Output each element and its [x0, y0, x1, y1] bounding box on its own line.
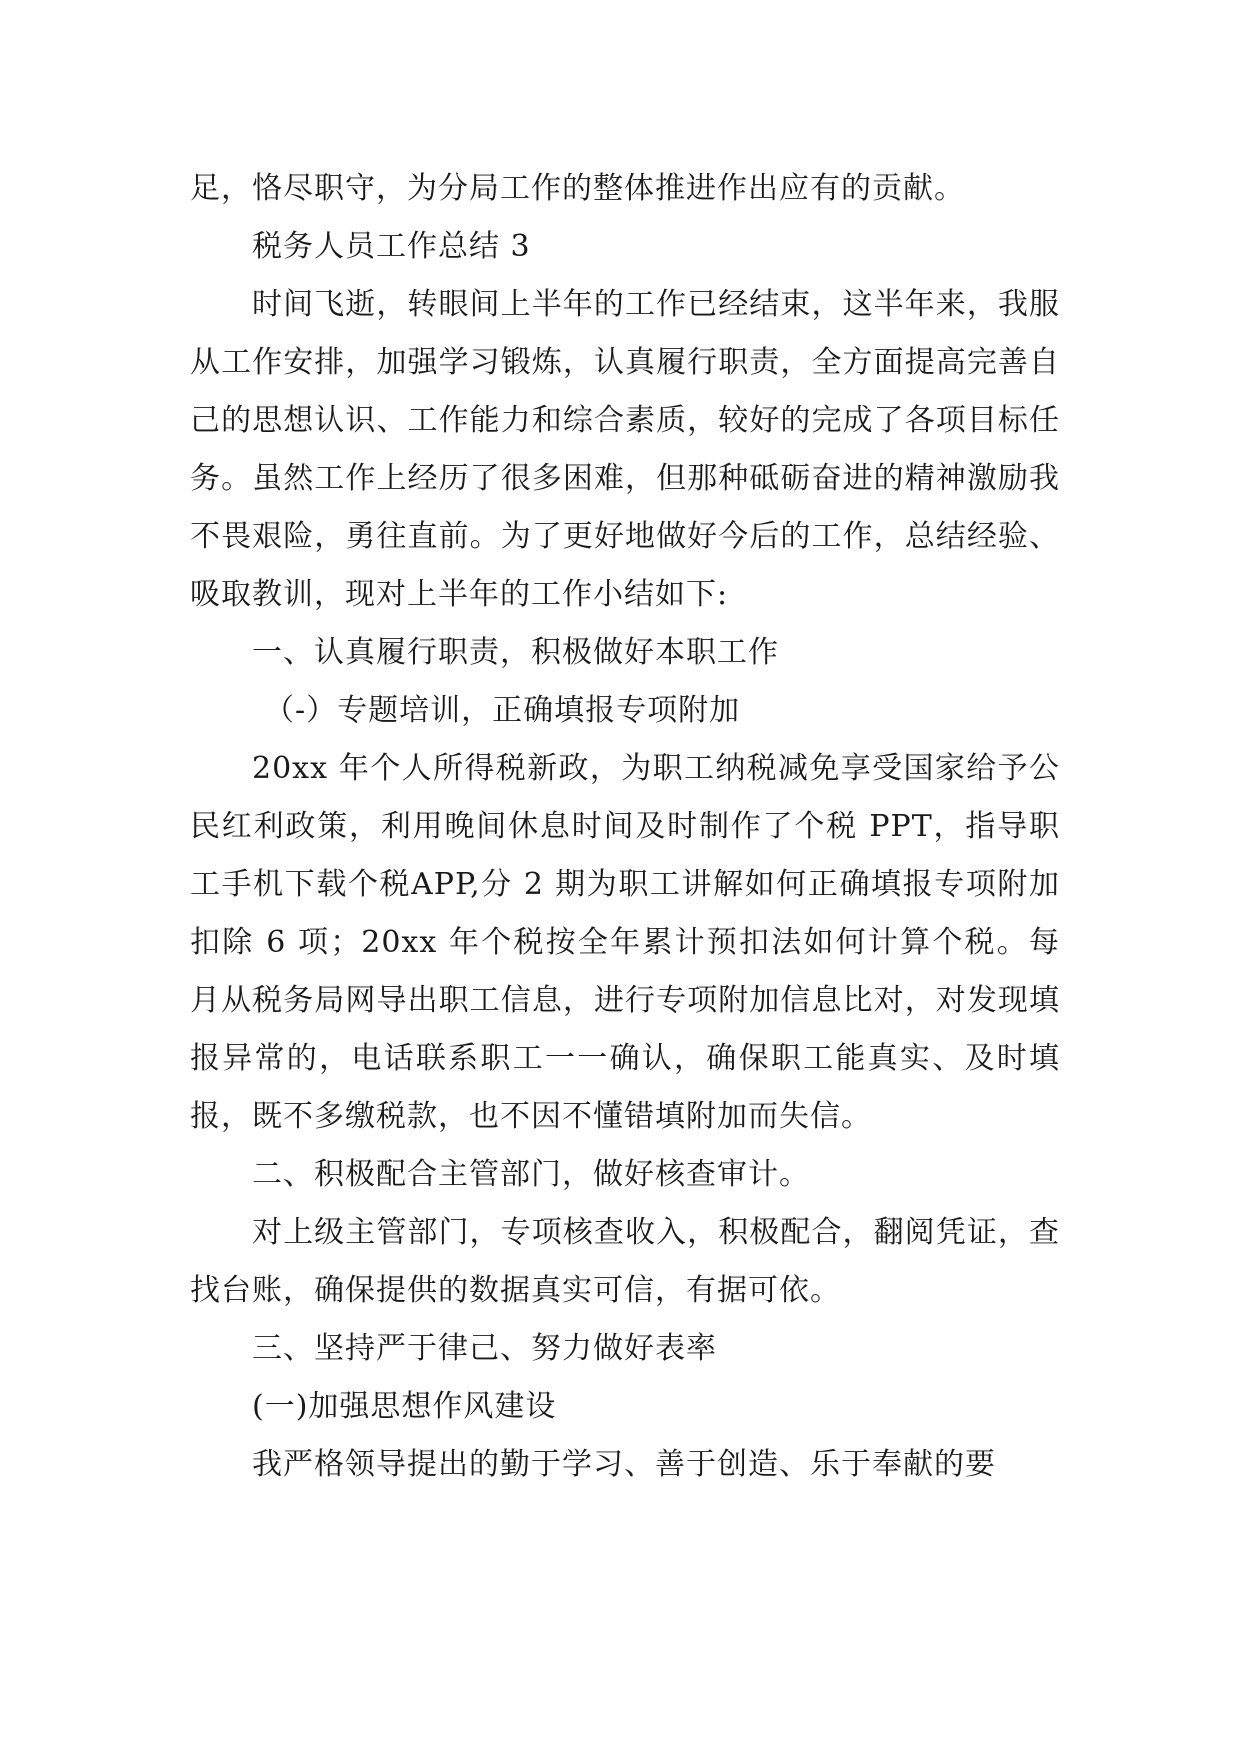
- paragraph-ideology: 我严格领导提出的勤于学习、善于创造、乐于奉献的要: [252, 1447, 996, 1482]
- document-body: [190, 160, 1060, 1494]
- section-title: 税务人员工作总结 3: [252, 229, 531, 264]
- paragraph-continuation: 足，恪尽职守，为分局工作的整体推进作出应有的贡献。: [190, 171, 965, 206]
- heading-section-2: 二、积极配合主管部门，做好核查审计。: [252, 1157, 810, 1192]
- paragraph-audit: 对上级主管部门，专项核查收入，积极配合，翻阅凭证，查找台账，确保提供的数据真实可信，有据可依。: [190, 1215, 1060, 1308]
- subheading-1-1: （-）专题培训，正确填报专项附加: [264, 693, 741, 728]
- paragraph-tax-training: 20xx 年个人所得税新政，为职工纳税减免享受国家给予公民红利政策，利用晚间休息时间及时制作了个税 PPT，指导职工手机下载个税APP,分 2 期为职工讲解如何正确填报专项附加扣除 6 项；20xx 年个税按全年累计预扣法如何计算个税。每月从税务局网导出职工信息，进行专项附加信息比对，对发现填报异常的，电话联系职工一一确认，确保职工能真实、及时填报，既不多缴税款，也不因不懂错填附加而失信。: [190, 751, 1060, 1134]
- heading-section-1: 一、认真履行职责，积极做好本职工作: [252, 635, 779, 670]
- heading-section-3: 三、坚持严于律己、努力做好表率: [252, 1331, 717, 1366]
- subheading-3-1: (一)加强思想作风建设: [252, 1389, 557, 1424]
- paragraph-intro: 时间飞逝，转眼间上半年的工作已经结束，这半年来，我服从工作安排，加强学习锻炼，认真履行职责，全方面提高完善自己的思想认识、工作能力和综合素质，较好的完成了各项目标任务。虽然工作上经历了很多困难，但那种砥砺奋进的精神激励我不畏艰险，勇往直前。为了更好地做好今后的工作，总结经验、吸取教训，现对上半年的工作小结如下:: [190, 287, 1060, 612]
